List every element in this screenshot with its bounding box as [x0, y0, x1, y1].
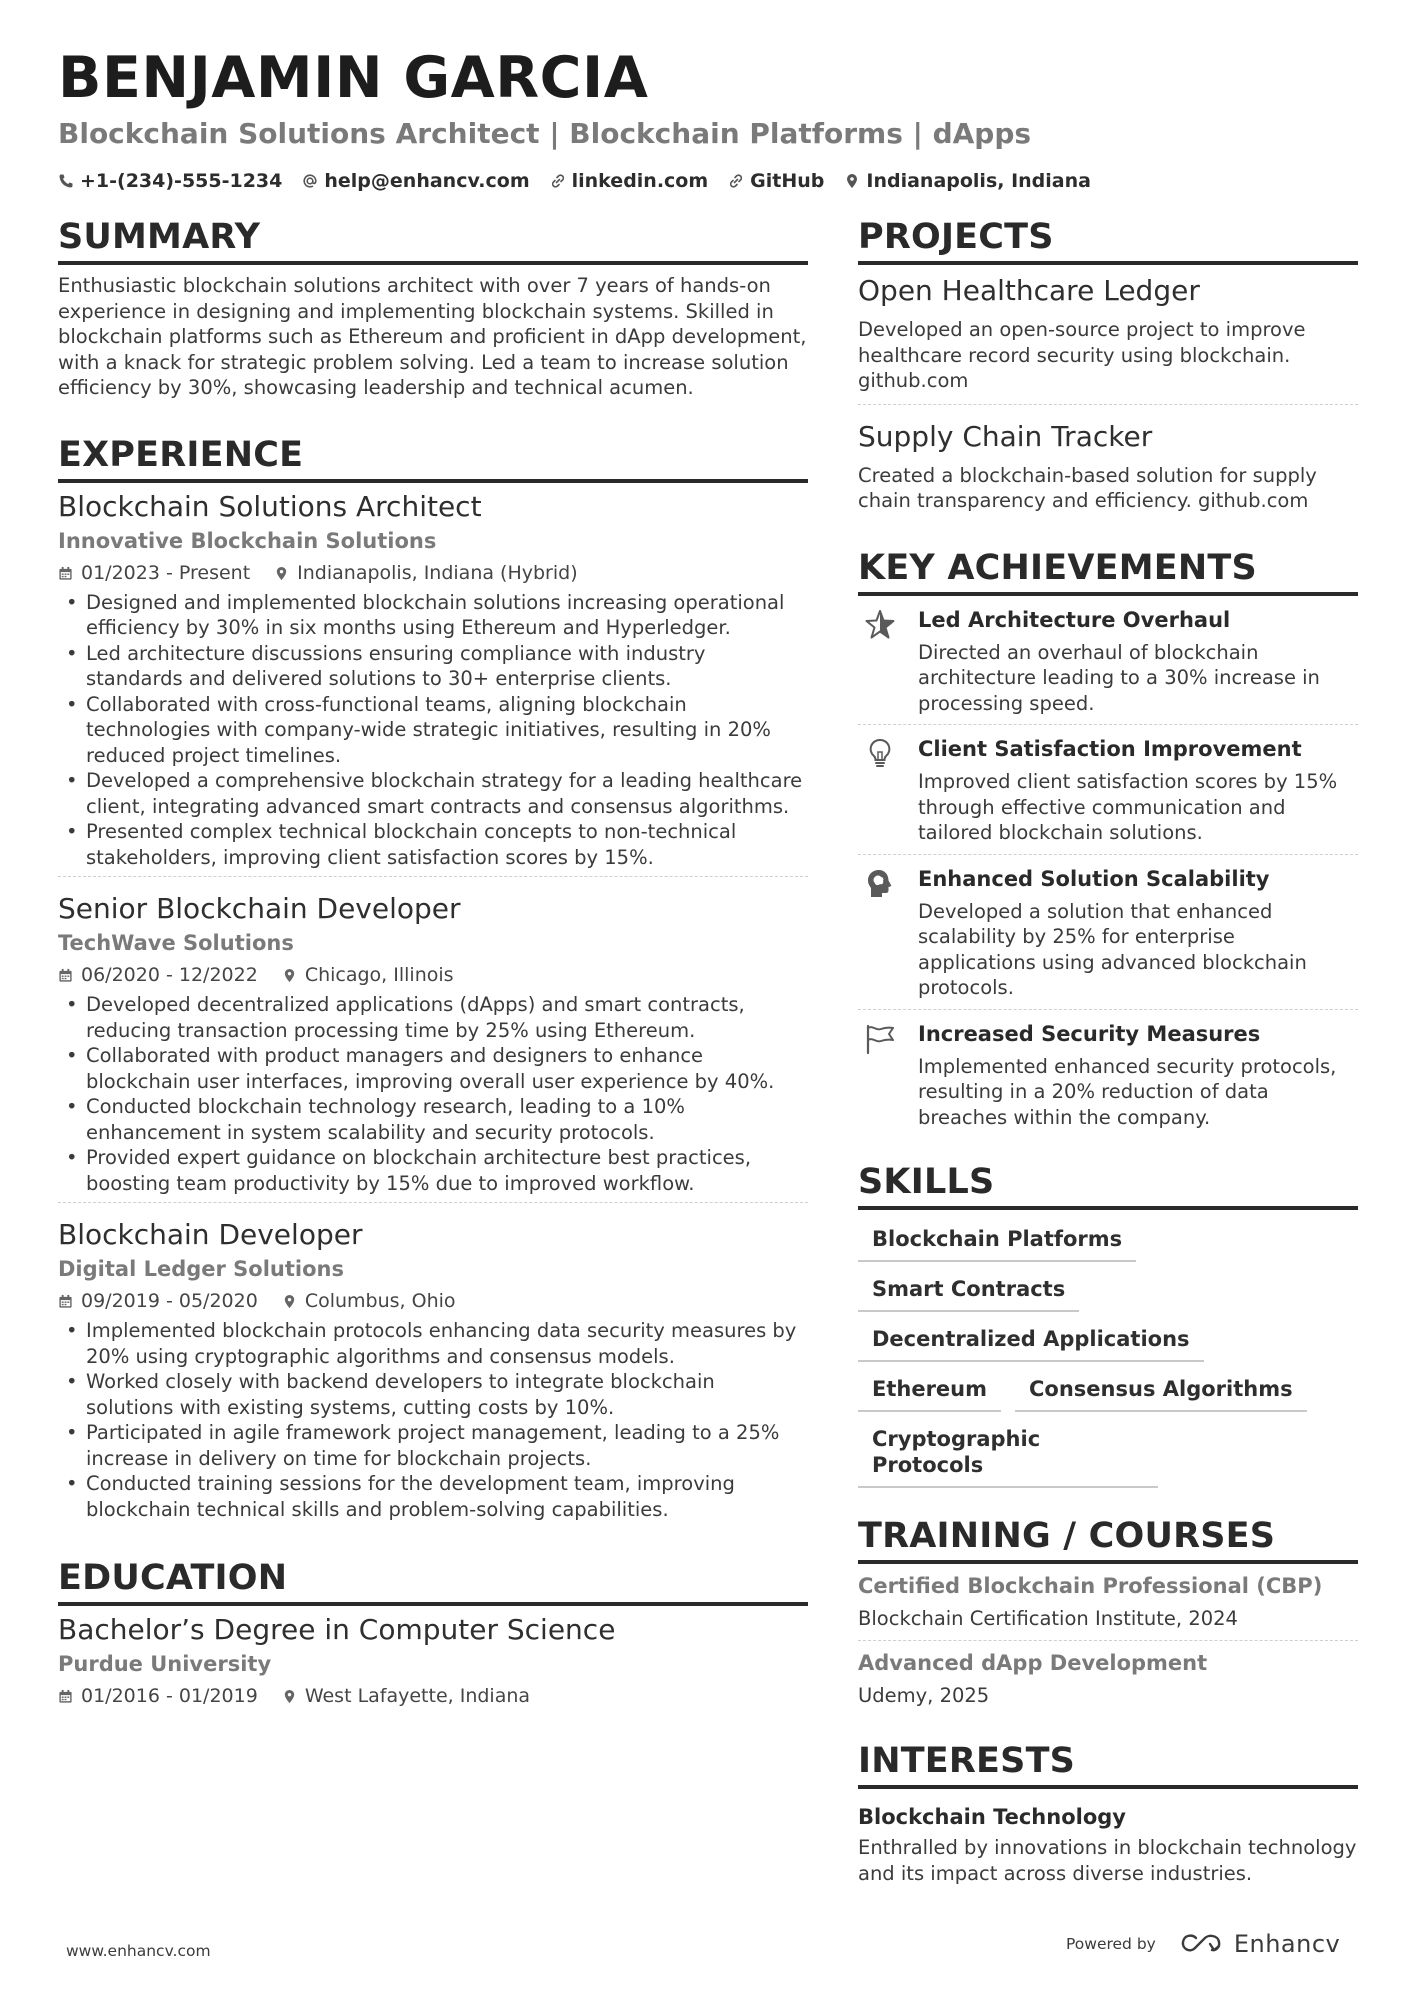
projects-section — [858, 215, 1358, 524]
course-provider: Blockchain Certification Institute, 2024 — [858, 1607, 1238, 1630]
education-dates — [58, 1684, 258, 1709]
job-location-text: Columbus, Ohio — [304, 1290, 456, 1312]
job-bullet: • Conducted blockchain technology research, leading to a 10% enhancement in system scalability and security protocols. — [58, 1094, 808, 1145]
calendar-icon — [58, 566, 73, 581]
job-dates — [58, 1289, 258, 1314]
course-entry — [858, 1640, 1358, 1717]
enhancv-brand-text: Enhancv — [1233, 1930, 1341, 1958]
at-icon — [302, 173, 318, 189]
course-entry — [858, 1564, 1358, 1640]
job-bullet: • Worked closely with backend developers to integrate blockchain solutions with existing systems, cutting costs by 10%. — [58, 1369, 808, 1420]
training-title: TRAINING / COURSES — [858, 1514, 1358, 1564]
phone-icon — [58, 173, 74, 189]
course-title: Advanced dApp Development — [858, 1651, 1208, 1675]
job-bullets — [58, 992, 808, 1196]
achievements-title: KEY ACHIEVEMENTS — [858, 546, 1358, 596]
contact-github[interactable] — [728, 170, 824, 192]
link-icon — [728, 173, 744, 189]
course-provider: Udemy, 2025 — [858, 1684, 990, 1707]
achievement-entry — [858, 854, 1358, 1009]
contact-location — [844, 170, 1091, 192]
star-icon — [863, 608, 897, 642]
company-name: Innovative Blockchain Solutions — [58, 528, 437, 553]
summary-text: Enthusiastic blockchain solutions architect with over 7 years of hands-on experience in designing and implementing blockchain systems. Skilled in blockchain platforms such as Ethereum and proficient in dApp development, with a knack for strategic problem solving. Led a team to increase solution efficiency by 30%, showcasing leadership and technical acumen. — [58, 274, 807, 399]
job-location-text: Chicago, Illinois — [304, 964, 454, 986]
project-desc: Created a blockchain-based solution for supply chain transparency and efficiency. github.com — [858, 463, 1317, 512]
calendar-icon — [58, 1294, 73, 1309]
resume-header — [58, 44, 1358, 194]
education-location — [282, 1684, 530, 1709]
job-bullet: • Led architecture discussions ensuring compliance with industry standards and delivered solutions to 30+ enterprise clients. — [58, 641, 808, 692]
achievement-body — [918, 865, 1358, 1001]
footer-branding[interactable] — [1066, 1930, 1340, 1958]
location-pin-icon — [282, 1689, 297, 1704]
achievement-icon-wrap — [858, 865, 902, 1001]
job-location-text: Indianapolis, Indiana (Hybrid) — [297, 561, 578, 584]
job-title: Senior Blockchain Developer — [58, 892, 461, 925]
achievement-body — [918, 606, 1358, 717]
company-name: TechWave Solutions — [58, 931, 294, 955]
summary-section — [58, 215, 808, 401]
left-column — [58, 215, 808, 1737]
experience-title: EXPERIENCE — [58, 433, 808, 483]
company-name: Digital Ledger Solutions — [58, 1257, 344, 1281]
experience-entry — [58, 876, 808, 1202]
education-meta — [58, 1684, 808, 1709]
project-entry — [858, 404, 1358, 524]
job-bullet: • Conducted training sessions for the development team, improving blockchain technical skills and problem-solving capabilities. — [58, 1471, 808, 1522]
job-meta — [58, 1289, 808, 1314]
interest-desc: Enthralled by innovations in blockchain technology and its impact across diverse industries. — [858, 1836, 1357, 1885]
job-location — [282, 963, 454, 988]
job-bullet: • Developed a comprehensive blockchain strategy for a leading healthcare client, integrating advanced smart contracts and consensus algorithms. — [58, 768, 808, 819]
projects-title: PROJECTS — [858, 215, 1358, 265]
calendar-icon — [58, 1689, 73, 1704]
project-title: Open Healthcare Ledger — [858, 274, 1200, 307]
job-meta — [58, 963, 808, 988]
brain-head-icon — [863, 867, 897, 901]
project-title: Supply Chain Tracker — [858, 419, 1153, 453]
achievement-title: Led Architecture Overhaul — [918, 607, 1231, 632]
job-dates-text: 09/2019 - 05/2020 — [81, 1290, 258, 1312]
achievement-title: Enhanced Solution Scalability — [918, 866, 1270, 891]
achievement-entry — [858, 1009, 1358, 1139]
achievement-body — [918, 735, 1358, 846]
project-desc: Developed an open-source project to improve healthcare record security using blockchain. github.com — [858, 318, 1306, 392]
experience-entry — [58, 1202, 808, 1528]
interests-title: INTERESTS — [858, 1739, 1358, 1789]
contact-phone-text: +1-(234)-555-1234 — [80, 170, 283, 192]
achievement-desc: Implemented enhanced security protocols, resulting in a 20% reduction of data breaches within the company. — [918, 1054, 1337, 1129]
interests-section — [858, 1739, 1358, 1886]
lightbulb-icon — [863, 737, 897, 771]
job-dates — [58, 963, 258, 988]
training-section — [858, 1514, 1358, 1717]
achievement-entry — [858, 724, 1358, 854]
job-bullets — [58, 590, 808, 871]
contact-email-text: help@enhancv.com — [324, 170, 530, 192]
achievement-icon-wrap — [858, 1020, 902, 1131]
powered-by-label: Powered by — [1066, 1935, 1156, 1953]
summary-title: SUMMARY — [58, 215, 808, 265]
skill-tag: Decentralized Applications — [858, 1326, 1204, 1362]
achievement-desc: Improved client satisfaction scores by 15% through effective communication and tailored blockchain solutions. — [918, 770, 1338, 844]
job-bullet: • Implemented blockchain protocols enhancing data security measures by 20% using cryptographic algorithms and consensus models. — [58, 1318, 808, 1369]
job-meta — [58, 561, 808, 586]
achievement-desc: Developed a solution that enhanced scalability by 25% for enterprise applications using advanced blockchain protocols. — [918, 899, 1307, 999]
skill-tag: Consensus Algorithms — [1015, 1376, 1307, 1412]
contact-github-text: GitHub — [750, 170, 825, 192]
location-pin-icon — [282, 1294, 297, 1309]
experience-section — [58, 433, 808, 1529]
skill-tag: Ethereum — [858, 1376, 1001, 1412]
location-pin-icon — [282, 968, 297, 983]
contact-email[interactable] — [302, 170, 529, 192]
job-bullet: • Developed decentralized applications (dApps) and smart contracts, reducing transaction processing time by 25% using Ethereum. — [58, 992, 808, 1043]
degree-title: Bachelor’s Degree in Computer Science — [58, 1613, 616, 1646]
achievements-section — [858, 546, 1358, 1139]
achievement-desc: Directed an overhaul of blockchain architecture leading to a 30% increase in processing speed. — [918, 640, 1320, 715]
job-dates-text: 06/2020 - 12/2022 — [81, 964, 258, 986]
course-title: Certified Blockchain Professional (CBP) — [858, 1574, 1323, 1598]
skill-tag: Smart Contracts — [858, 1276, 1079, 1312]
skills-list — [858, 1226, 1358, 1488]
achievement-body — [918, 1020, 1358, 1131]
skill-tag: Cryptographic Protocols — [858, 1426, 1158, 1488]
achievement-icon-wrap — [858, 735, 902, 846]
job-location — [274, 561, 577, 586]
education-section — [58, 1556, 808, 1709]
skills-section — [858, 1160, 1358, 1488]
calendar-icon — [58, 968, 73, 983]
experience-entry — [58, 489, 808, 877]
footer-website[interactable]: www.enhancv.com — [66, 1942, 211, 1960]
location-pin-icon — [274, 566, 289, 581]
job-bullet: • Presented complex technical blockchain concepts to non-technical stakeholders, improving client satisfaction scores by 15%. — [58, 819, 808, 870]
enhancv-logo-icon — [1180, 1933, 1226, 1955]
skill-tag: Blockchain Platforms — [858, 1226, 1136, 1262]
interest-title: Blockchain Technology — [858, 1805, 1126, 1829]
contact-bar — [58, 168, 1358, 194]
education-location-text: West Lafayette, Indiana — [304, 1685, 531, 1707]
flag-icon — [863, 1022, 897, 1056]
contact-location-text: Indianapolis, Indiana — [866, 170, 1091, 192]
achievement-icon-wrap — [858, 606, 902, 717]
skills-title: SKILLS — [858, 1160, 1358, 1210]
job-bullet: • Designed and implemented blockchain solutions increasing operational efficiency by 30% in six months using Ethereum and Hyperledger. — [58, 590, 808, 641]
candidate-headline: Blockchain Solutions Architect | Blockchain Platforms | dApps — [58, 117, 1032, 150]
job-location — [282, 1289, 456, 1314]
candidate-name: BENJAMIN GARCIA — [58, 45, 649, 111]
location-pin-icon — [844, 173, 860, 189]
job-title: Blockchain Developer — [58, 1218, 363, 1251]
job-bullet: • Collaborated with product managers and designers to enhance blockchain user interfaces, improving overall user experience by 40%. — [58, 1043, 808, 1094]
achievement-entry — [858, 596, 1358, 725]
job-dates — [58, 561, 250, 586]
achievement-title: Increased Security Measures — [918, 1021, 1261, 1046]
job-dates-text: 01/2023 - Present — [81, 561, 251, 584]
education-dates-text: 01/2016 - 01/2019 — [81, 1685, 258, 1707]
right-column — [858, 215, 1358, 1914]
project-entry — [858, 273, 1358, 404]
school-name: Purdue University — [58, 1652, 272, 1676]
job-title: Blockchain Solutions Architect — [58, 489, 482, 523]
contact-phone[interactable] — [58, 170, 282, 192]
link-icon — [550, 173, 566, 189]
contact-linkedin-text: linkedin.com — [571, 170, 709, 192]
achievement-title: Client Satisfaction Improvement — [918, 737, 1302, 761]
enhancv-logo — [1180, 1930, 1340, 1958]
contact-linkedin[interactable] — [550, 170, 709, 192]
job-bullet: • Participated in agile framework project management, leading to a 25% increase in delivery on time for blockchain projects. — [58, 1420, 808, 1471]
job-bullet: • Provided expert guidance on blockchain architecture best practices, boosting team productivity by 15% due to improved workflow. — [58, 1145, 808, 1196]
education-title: EDUCATION — [58, 1556, 808, 1606]
job-bullet: • Collaborated with cross-functional teams, aligning blockchain technologies with company-wide strategic initiatives, resulting in 20% reduced project timelines. — [58, 692, 808, 769]
job-bullets — [58, 1318, 808, 1522]
